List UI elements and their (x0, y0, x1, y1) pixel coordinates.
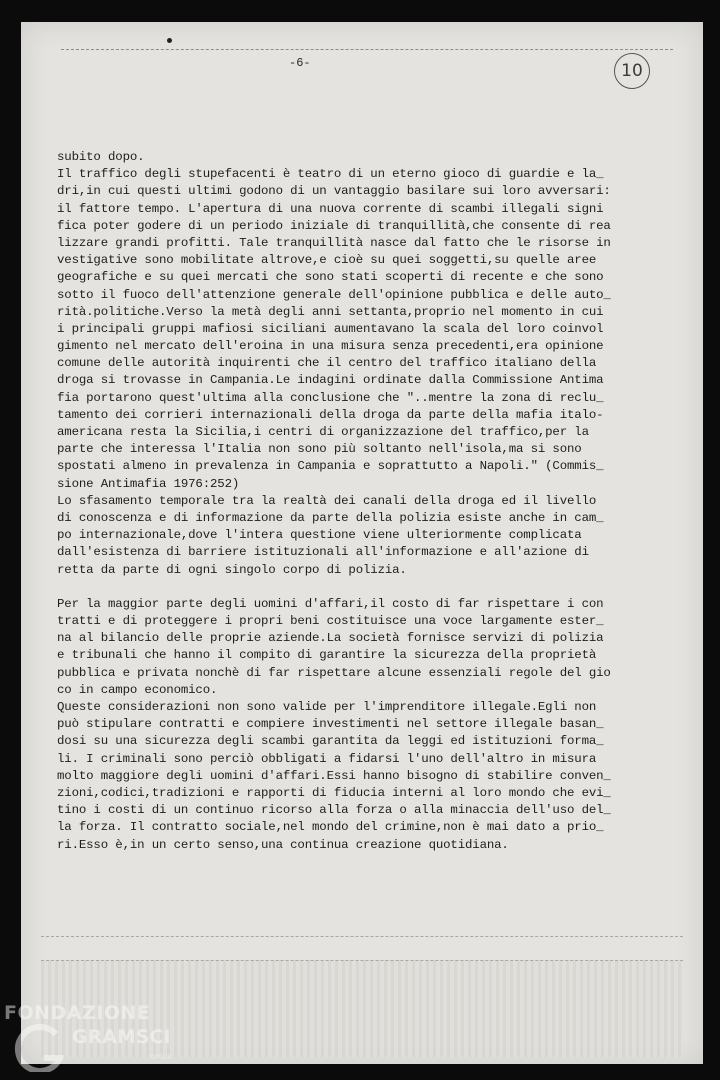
watermark-logo (4, 1022, 184, 1072)
text-line: droga si trovasse in Campania.Le indagini ordinate dalla Commissione Antima (57, 373, 604, 388)
text-line: na al bilancio delle proprie aziende.La società fornisce servizi di polizia (57, 631, 604, 646)
text-line: retta da parte di ogni singolo corpo di polizia. (57, 562, 407, 577)
text-line: di conoscenza e di informazione da parte della polizia esiste anche in cam_ (57, 510, 604, 525)
text-line: molto maggiore degli uomini d'affari.Essi hanno bisogno di stabilire conven_ (57, 768, 611, 783)
text-line: sotto il fuoco dell'attenzione generale dell'opinione pubblica e delle auto_ (57, 287, 611, 302)
text-line: po internazionale,dove l'intera questione viene ulteriormente complicata (57, 528, 582, 543)
text-line: geografiche e su quei mercati che sono stati scoperti di recente e che sono (57, 270, 604, 285)
ink-dot (167, 38, 172, 43)
text-line: comune delle autorità inquirenti che il centro del traffico italiano della (57, 356, 597, 371)
text-line: li. I criminali sono perciò obbligati a fidarsi l'uno dell'altro in misura (57, 751, 597, 766)
text-line: rità.politiche.Verso la metà degli anni settanta,proprio nel momento in cui (57, 304, 604, 319)
text-line: sione Antimafia 1976:252) (57, 476, 240, 491)
text-line: pubblica e privata nonchè di far rispettare alcune essenziali regole del gio (57, 665, 611, 680)
fondazione-gramsci-watermark (4, 1000, 184, 1076)
text-line: i principali gruppi mafiosi siciliani aumentavano la scala del loro coinvol (57, 321, 604, 336)
text-line: Il traffico degli stupefacenti è teatro di un eterno gioco di guardie e la_ (57, 167, 604, 182)
gramsci-g-icon (4, 1022, 74, 1072)
archive-number-circle: 10 (614, 53, 650, 89)
text-line: subito dopo. (57, 150, 145, 164)
text-line: ri.Esso è,in un certo senso,una continua creazione quotidiana. (57, 837, 509, 852)
text-line: dall'esistenza di barriere istituzionali all'informazione e all'azione di (57, 545, 589, 560)
text-line (57, 579, 617, 596)
text-line: e tribunali che hanno il compito di garantire la sicurezza della proprietà (57, 648, 597, 663)
text-line: tratti e di proteggere i propri beni costituisce una voce largamente ester_ (57, 614, 604, 629)
watermark-line1: FONDAZIONE (4, 1002, 151, 1024)
text-line: tino i costi di un continuo ricorso alla forza o alla minaccia dell'uso del_ (57, 803, 611, 818)
watermark-suffix: onlus (150, 1052, 172, 1061)
text-line: può stipulare contratti e compiere investimenti nel settore illegale basan_ (57, 717, 604, 732)
text-line: Queste considerazioni non sono valide per l'imprenditore illegale.Egli non (57, 700, 597, 714)
text-line: la forza. Il contratto sociale,nel mondo del crimine,non è mai dato a prio_ (57, 820, 604, 835)
text-line: fia portarono quest'ultima alla conclusione che "..mentre la zona di reclu_ (57, 390, 604, 405)
text-line: vestigative sono mobilitate altrove,e cioè su quei soggetti,su quelle aree (57, 253, 597, 268)
text-line: gimento nel mercato dell'eroina in una misura senza precedenti,era opinione (57, 339, 604, 354)
text-line: Lo sfasamento temporale tra la realtà dei canali della droga ed il livello (57, 493, 597, 508)
text-line: dri,in cui questi ultimi godono di un vantaggio basilare sui loro avversari: (57, 184, 611, 199)
text-line: tamento dei corrieri internazionali della droga da parte della mafia italo- (57, 407, 604, 422)
page-number: -6- (289, 56, 311, 70)
document-page (21, 22, 703, 1064)
text-line: lizzare grandi profitti. Tale tranquillità nasce dal fatto che le risorse in (57, 235, 611, 250)
text-line: spostati almeno in prevalenza in Campania e soprattutto a Napoli." (Commis_ (57, 459, 604, 474)
text-line: dosi su una sicurezza degli scambi garantita da leggi ed istituzioni forma_ (57, 734, 604, 749)
top-dashed-rule (61, 49, 673, 50)
text-line: co in campo economico. (57, 682, 218, 697)
text-line: il fattore tempo. L'apertura di una nuova corrente di scambi illegali signi (57, 201, 604, 216)
text-line: zioni,codici,tradizioni e rapporti di fiducia interni al loro mondo che evi_ (57, 785, 611, 800)
text-line: americana resta la Sicilia,i centri di organizzazione del traffico,per la (57, 425, 589, 439)
watermark-line2: GRAMSCI (72, 1026, 171, 1048)
text-line: parte che interessa l'Italia non sono più soltanto nell'isola,ma si sono (57, 442, 582, 457)
text-line: fica poter godere di un periodo iniziale di tranquillità,che consente di rea (57, 218, 611, 233)
body-text (57, 149, 617, 854)
text-line: Per la maggior parte degli uomini d'affari,il costo di far rispettare i con (57, 596, 604, 611)
bottom-dashed-rule (41, 936, 683, 937)
